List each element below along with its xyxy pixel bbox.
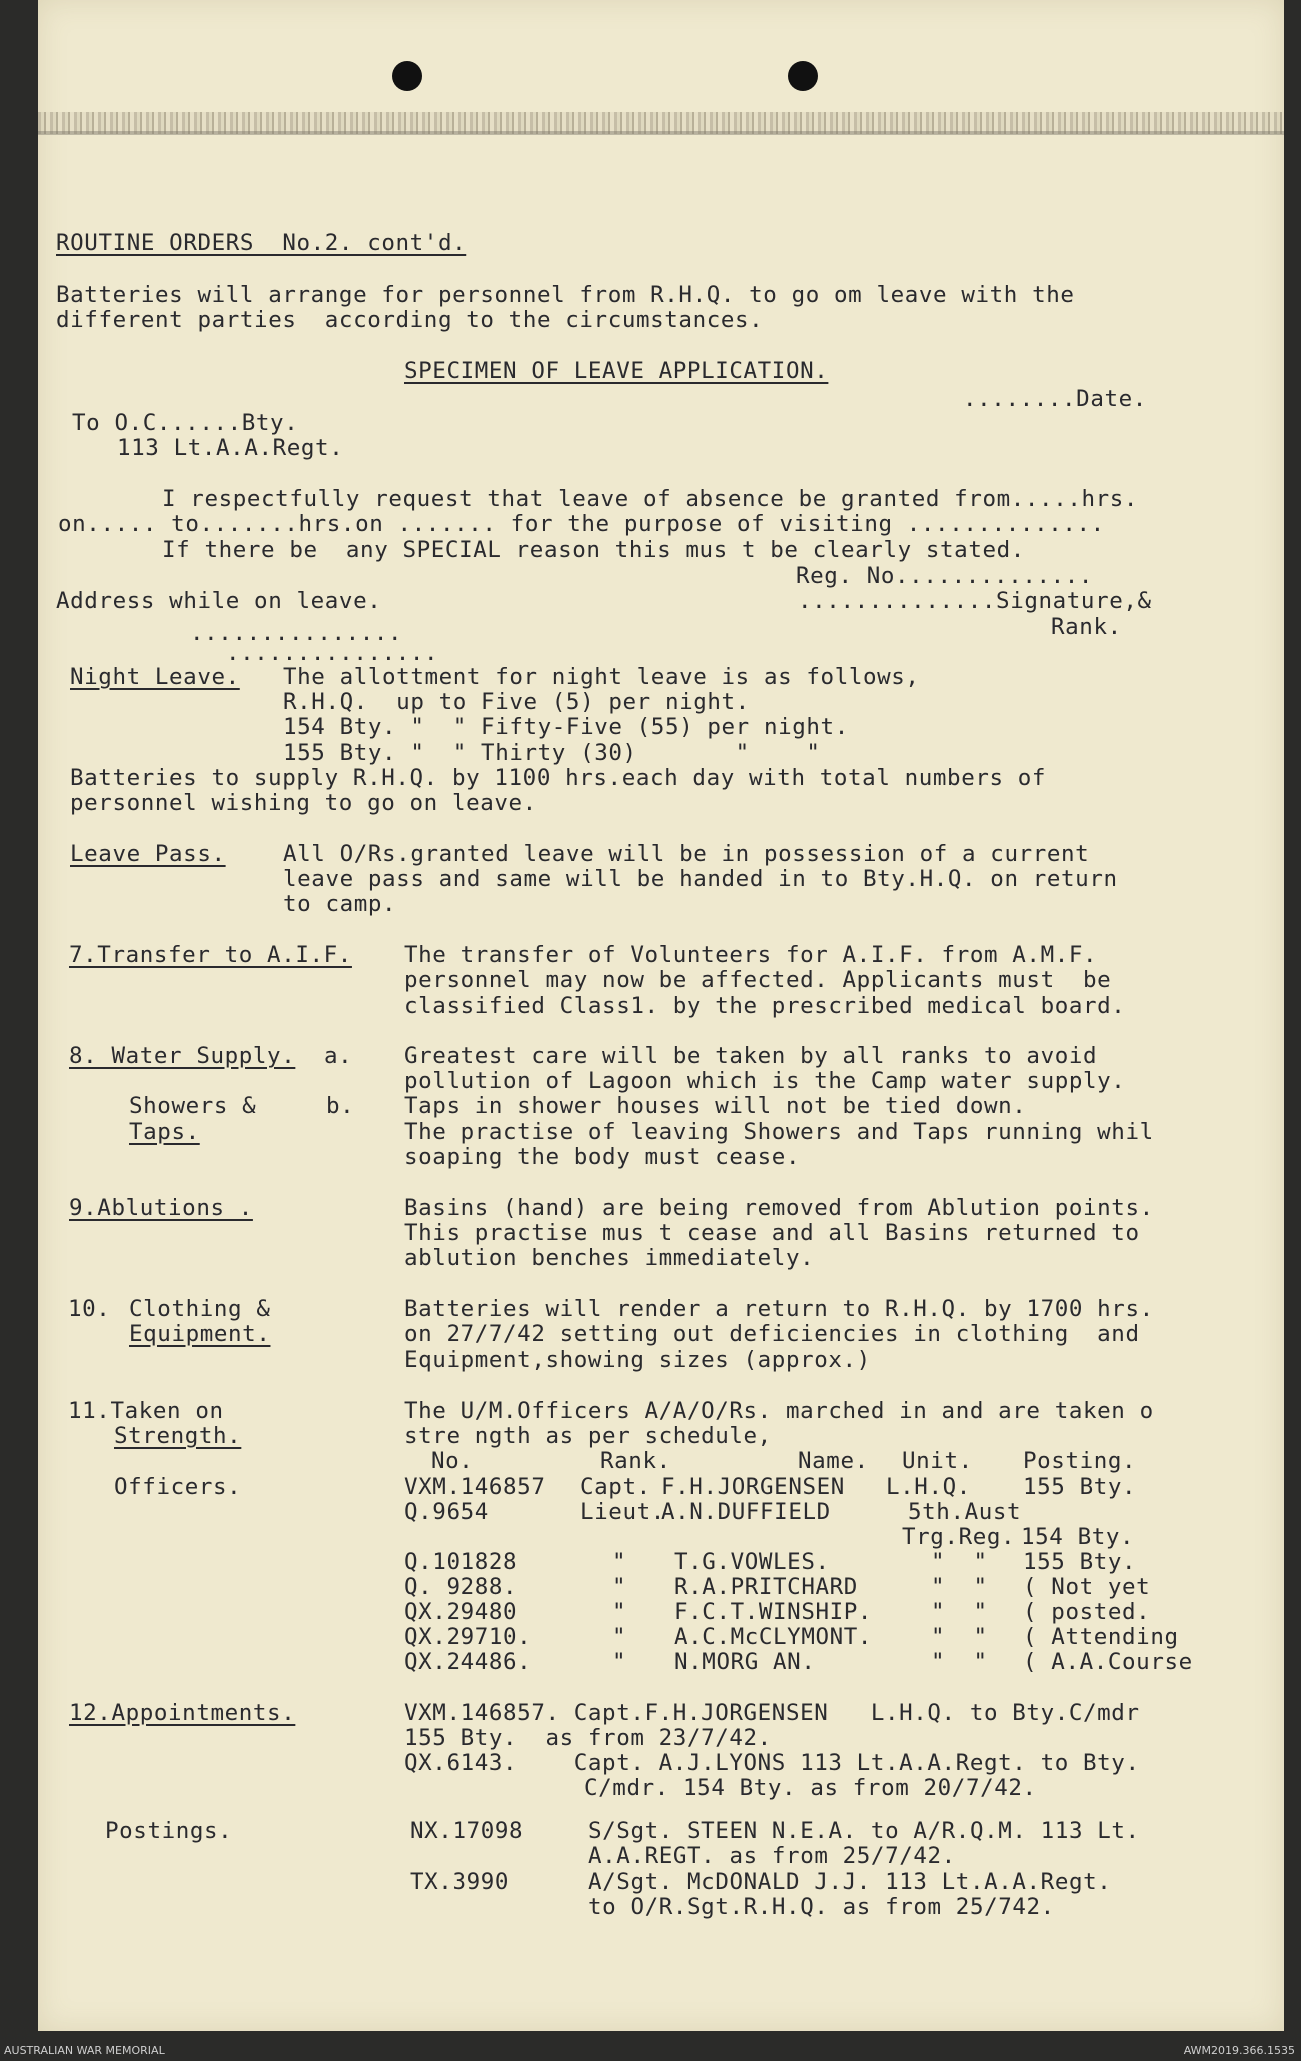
officer-name: F.C.T.WINSHIP. [674, 1599, 873, 1625]
punch-hole-left [392, 61, 422, 91]
postings-heading: Postings. [105, 1818, 233, 1844]
specimen-rank: Rank. [1051, 614, 1122, 640]
clothing-line-1: Batteries will render a return to R.H.Q. by 1700 hrs. [404, 1296, 1154, 1322]
posting-line-3: A/Sgt. McDONALD J.J. 113 Lt.A.A.Regt. [588, 1869, 1112, 1895]
appointments-line-3: QX.6143. Capt. A.J.LYONS 113 Lt.A.A.Regt. to Bty. [404, 1750, 1140, 1776]
water-supply-label-a: a. [324, 1043, 353, 1069]
officer-rank: Lieut. [580, 1499, 665, 1525]
transfer-line-3: classified Class1. by the prescribed medical board. [404, 993, 1126, 1019]
specimen-body-3: If there be any SPECIAL reason this mus t be clearly stated. [162, 537, 1025, 563]
officer-unit: Trg.Reg. [902, 1524, 1016, 1550]
leave-pass-line-1: All O/Rs.granted leave will be in possession of a current [283, 841, 1090, 867]
night-leave-line-1: The allottment for night leave is as follows, [283, 664, 920, 690]
officer-name: N.MORG AN. [674, 1649, 816, 1675]
officer-posting: ( Not yet [1023, 1574, 1151, 1600]
night-leave-line-6: personnel wishing to go on leave. [70, 790, 537, 816]
officer-name: A.C.McCLYMONT. [674, 1624, 873, 1650]
strength-heading-1: 11.Taken on [68, 1398, 224, 1424]
water-supply-sub-2: Taps. [129, 1119, 200, 1145]
officer-rank: Capt. [580, 1474, 651, 1500]
specimen-dots-1: ............... [190, 620, 403, 646]
torn-edge-shadow [38, 131, 1284, 135]
officer-rank: " [612, 1549, 627, 1575]
night-leave-line-3: 154 Bty. " " Fifty-Five (55) per night. [283, 714, 849, 740]
officer-unit: " " [931, 1599, 988, 1625]
ablutions-line-2: This practise mus t cease and all Basins returned to [404, 1220, 1140, 1246]
intro-line-1: Batteries will arrange for personnel from R.H.Q. to go om leave with the [56, 282, 1075, 308]
posting-line-4: to O/R.Sgt.R.H.Q. as from 25/742. [588, 1894, 1055, 1920]
water-supply-line-2: pollution of Lagoon which is the Camp water supply. [404, 1068, 1126, 1094]
archive-footer-bar [0, 2041, 1301, 2061]
officer-name: F.H.JORGENSEN [661, 1474, 845, 1500]
officer-name: R.A.PRITCHARD [674, 1574, 858, 1600]
officer-unit: 5th.Aust [908, 1499, 1022, 1525]
night-leave-line-5: Batteries to supply R.H.Q. by 1100 hrs.each day with total numbers of [70, 765, 1047, 791]
strength-line-1: The U/M.Officers A/A/O/Rs. marched in and are taken o [404, 1398, 1154, 1424]
column-header-rank: Rank. [600, 1448, 671, 1474]
leave-pass-line-2: leave pass and same will be handed in to Bty.H.Q. on return [283, 866, 1118, 892]
specimen-dots-2: ............... [226, 640, 439, 666]
night-leave-line-4: 155 Bty. " " Thirty (30) " " [283, 740, 821, 766]
specimen-body-1: I respectfully request that leave of absence be granted from.....hrs. [162, 486, 1139, 512]
intro-line-2: different parties according to the circumstances. [56, 307, 764, 333]
specimen-signature: ..............Signature,& [798, 588, 1152, 614]
night-leave-line-2: R.H.Q. up to Five (5) per night. [283, 689, 750, 715]
night-leave-heading: Night Leave. [70, 664, 240, 690]
officer-number: Q.9654 [404, 1499, 489, 1525]
water-supply-line-1: Greatest care will be taken by all ranks to avoid [404, 1043, 1098, 1069]
ablutions-line-1: Basins (hand) are being removed from Ablution points. [404, 1195, 1154, 1221]
officer-posting: ( A.A.Course [1023, 1649, 1193, 1675]
strength-heading-2: Strength. [114, 1423, 242, 1449]
specimen-reg-no: Reg. No.............. [796, 563, 1094, 589]
officer-name: T.G.VOWLES. [674, 1549, 830, 1575]
ablutions-line-3: ablution benches immediately. [404, 1245, 815, 1271]
document-page [38, 0, 1284, 2031]
officer-posting: 154 Bty. [1021, 1524, 1135, 1550]
clothing-heading-2: Equipment. [129, 1321, 271, 1347]
specimen-to-line-1: To O.C......Bty. [72, 410, 299, 436]
posting-number-1: NX.17098 [410, 1818, 524, 1844]
officer-unit: " " [931, 1549, 988, 1575]
specimen-date: ........Date. [963, 386, 1147, 412]
officer-rank: " [612, 1574, 627, 1600]
officer-rank: " [612, 1624, 627, 1650]
specimen-address: Address while on leave. [56, 588, 382, 614]
officer-posting: ( posted. [1023, 1599, 1151, 1625]
officer-unit: L.H.Q. [886, 1474, 971, 1500]
water-supply-line-5: soaping the body must cease. [404, 1144, 801, 1170]
column-header-name: Name. [798, 1448, 869, 1474]
officer-posting: 155 Bty. [1023, 1474, 1137, 1500]
clothing-heading-1: Clothing & [129, 1296, 271, 1322]
officer-unit: " " [931, 1649, 988, 1675]
officer-rank: " [612, 1649, 627, 1675]
appointments-line-1: VXM.146857. Capt.F.H.JORGENSEN L.H.Q. to Bty.C/mdr [404, 1700, 1140, 1726]
transfer-line-2: personnel may now be affected. Applicants must be [404, 967, 1112, 993]
officer-number: QX.29480 [404, 1599, 518, 1625]
officer-unit: " " [931, 1574, 988, 1600]
leave-pass-line-3: to camp. [283, 891, 397, 917]
ablutions-heading: 9.Ablutions . [69, 1195, 253, 1221]
posting-number-2: TX.3990 [410, 1869, 510, 1895]
officer-unit: " " [931, 1624, 988, 1650]
document-title: ROUTINE ORDERS No.2. cont'd. [56, 230, 467, 256]
officer-number: QX.24486. [404, 1649, 532, 1675]
officer-number: Q. 9288. [404, 1574, 518, 1600]
officer-number: VXM.146857 [404, 1474, 546, 1500]
officer-number: QX.29710. [404, 1624, 532, 1650]
column-header-unit: Unit. [902, 1448, 973, 1474]
water-supply-sub-1: Showers & [129, 1093, 257, 1119]
officers-label: Officers. [114, 1474, 242, 1500]
water-supply-heading: 8. Water Supply. [69, 1043, 296, 1069]
transfer-line-1: The transfer of Volunteers for A.I.F. from A.M.F. [404, 942, 1098, 968]
water-supply-line-3: Taps in shower houses will not be tied down. [404, 1093, 1027, 1119]
appointments-line-4: C/mdr. 154 Bty. as from 20/7/42. [584, 1775, 1037, 1801]
column-header-no: No. [431, 1448, 474, 1474]
transfer-heading: 7.Transfer to A.I.F. [69, 942, 352, 968]
officer-rank: " [612, 1599, 627, 1625]
officer-number: Q.101828 [404, 1549, 518, 1575]
archive-reference: AWM2019.366.1535 [1183, 2044, 1295, 2057]
specimen-to-line-2: 113 Lt.A.A.Regt. [117, 435, 344, 461]
specimen-body-2: on..... to.......hrs.on ....... for the purpose of visiting .............. [58, 511, 1105, 537]
appointments-heading: 12.Appointments. [69, 1700, 296, 1726]
column-header-posting: Posting. [1023, 1448, 1137, 1474]
officer-posting: 155 Bty. [1023, 1549, 1137, 1575]
water-supply-line-4: The practise of leaving Showers and Taps running whil [404, 1119, 1154, 1145]
leave-pass-heading: Leave Pass. [70, 841, 226, 867]
officer-name: A.N.DUFFIELD [661, 1499, 831, 1525]
clothing-number: 10. [68, 1296, 111, 1322]
punch-hole-right [788, 61, 818, 91]
clothing-line-3: Equipment,showing sizes (approx.) [404, 1347, 871, 1373]
strength-line-2: stre ngth as per schedule, [404, 1423, 772, 1449]
clothing-line-2: on 27/7/42 setting out deficiencies in clothing and [404, 1321, 1140, 1347]
posting-line-1: S/Sgt. STEEN N.E.A. to A/R.Q.M. 113 Lt. [588, 1818, 1140, 1844]
archive-name: AUSTRALIAN WAR MEMORIAL [4, 2044, 165, 2057]
appointments-line-2: 155 Bty. as from 23/7/42. [404, 1725, 772, 1751]
posting-line-2: A.A.REGT. as from 25/7/42. [588, 1843, 956, 1869]
officer-posting: ( Attending [1023, 1624, 1179, 1650]
water-supply-label-b: b. [326, 1093, 355, 1119]
specimen-heading: SPECIMEN OF LEAVE APPLICATION. [404, 358, 829, 384]
